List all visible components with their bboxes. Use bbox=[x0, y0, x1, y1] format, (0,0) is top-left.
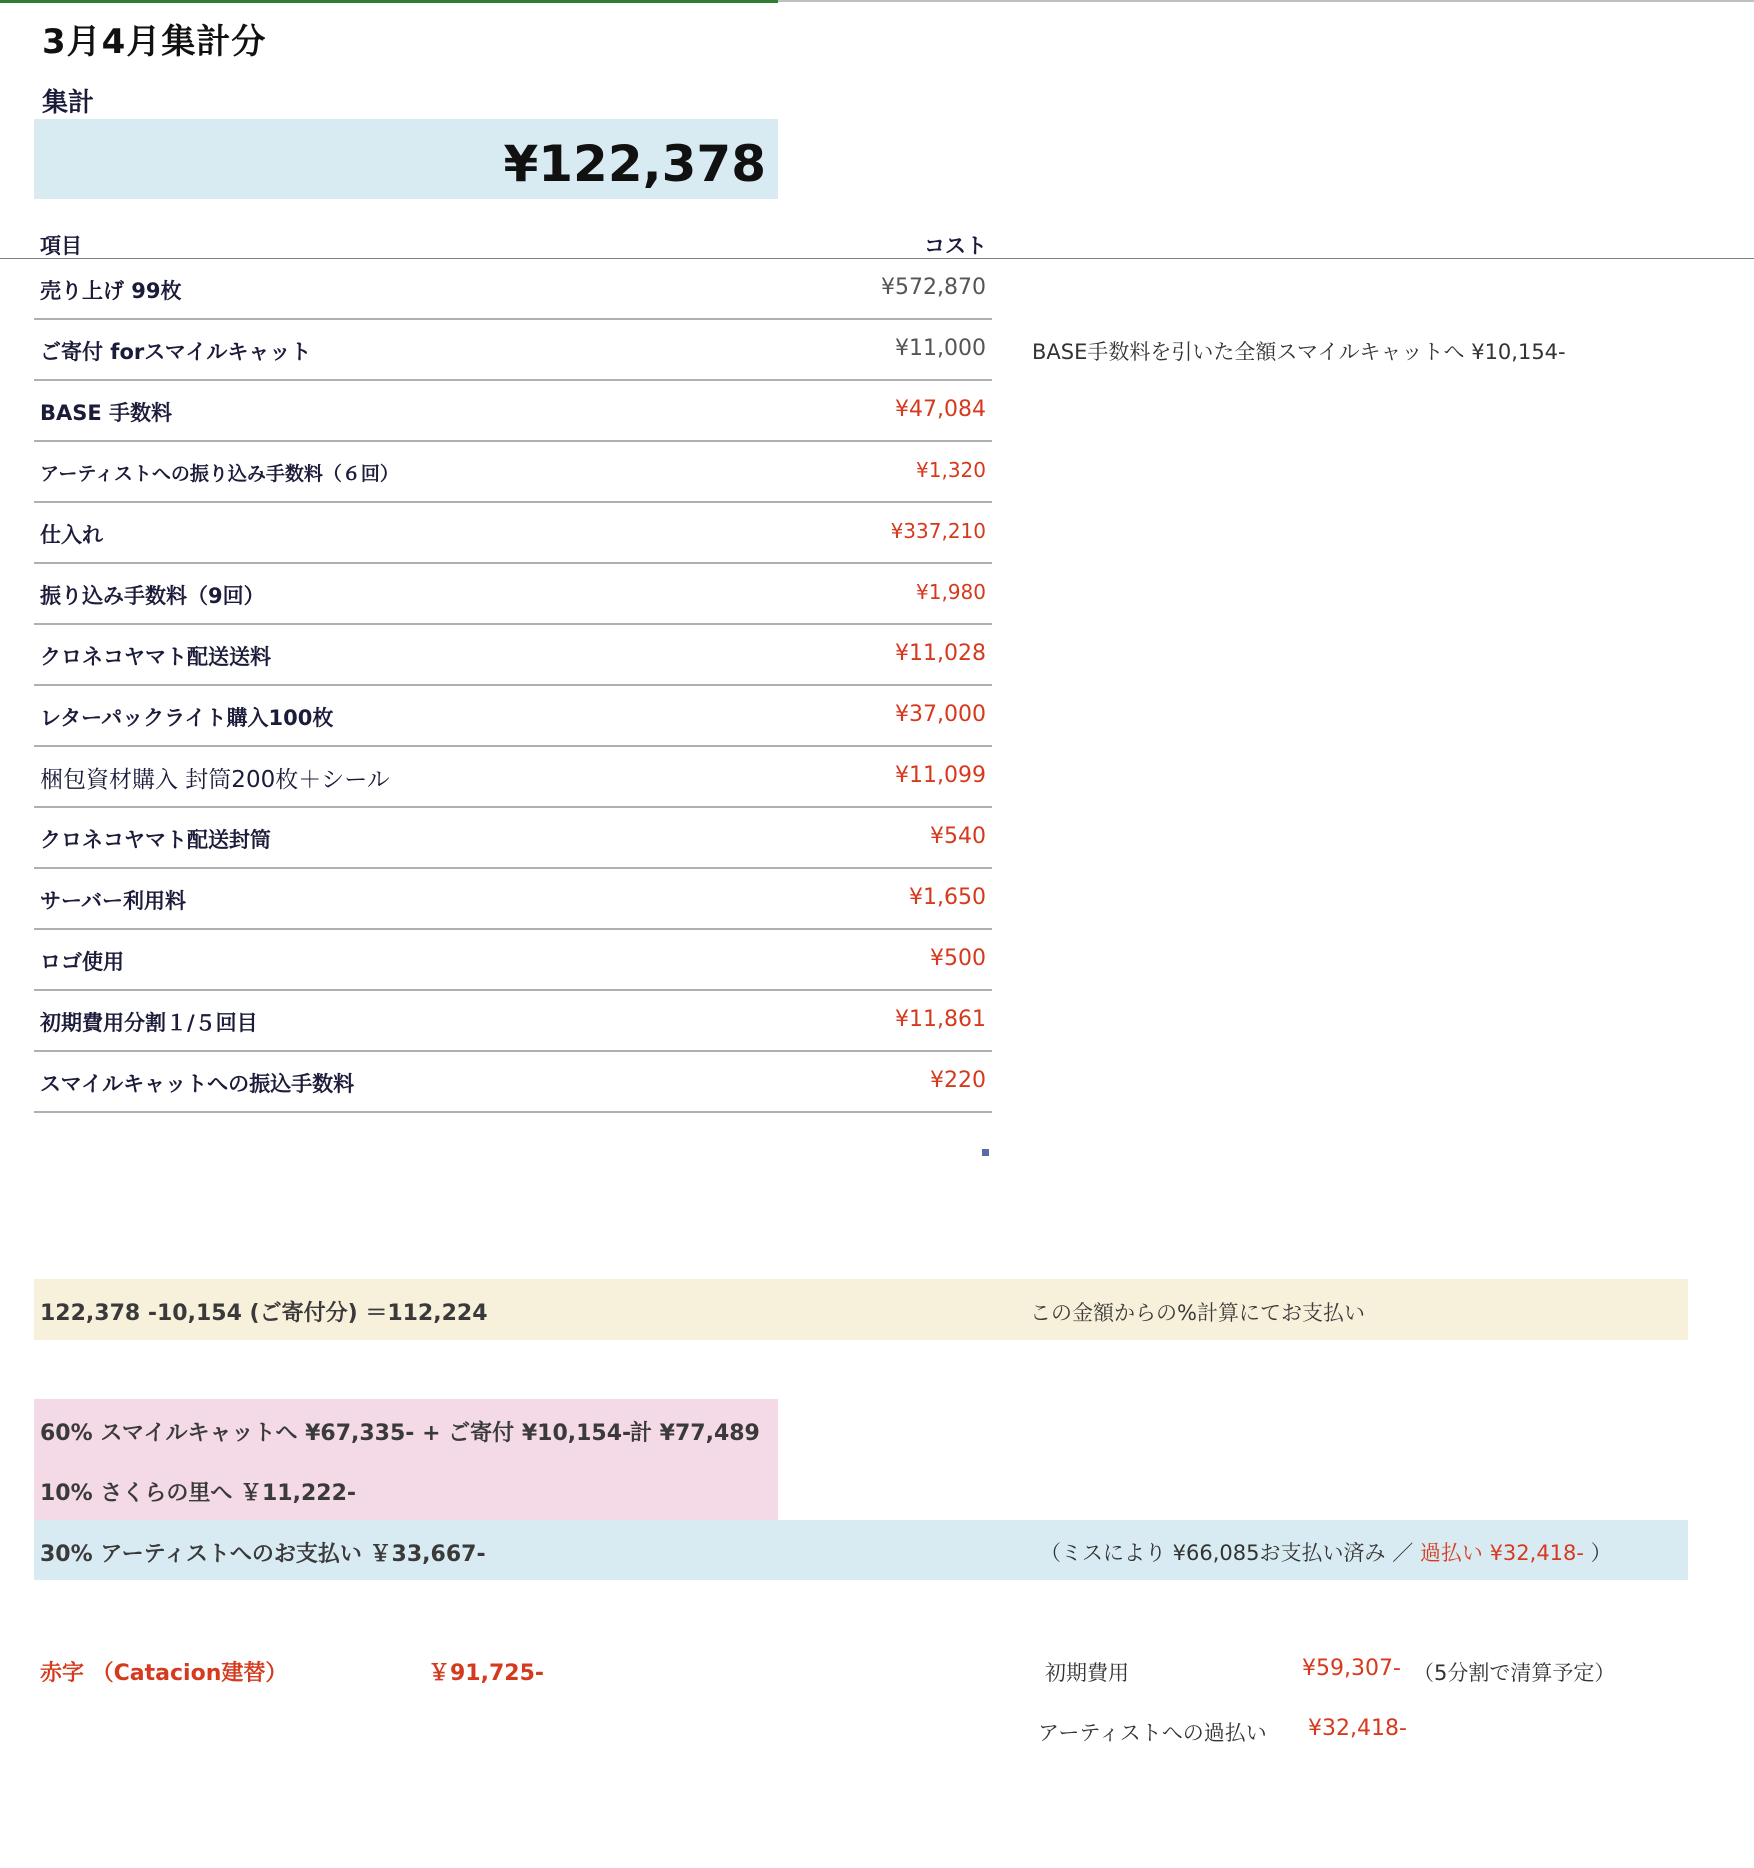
row-label: 梱包資材購入 封筒200枚＋シール bbox=[40, 767, 390, 793]
column-header-item: 項目 bbox=[40, 234, 82, 258]
initial-cost-label: 初期費用 bbox=[1045, 1661, 1129, 1685]
table-row bbox=[34, 686, 992, 747]
row-label: クロネコヤマト配送送料 bbox=[40, 645, 271, 669]
cost-table bbox=[34, 259, 992, 1113]
table-row bbox=[34, 259, 992, 320]
row-value: ¥500 bbox=[930, 946, 986, 971]
distribution-line-2: 10% さくらの里へ ￥11,222- bbox=[40, 1481, 357, 1506]
row-label: サーバー利用料 bbox=[40, 889, 186, 913]
distribution-line-1: 60% スマイルキャットへ ¥67,335- + ご寄付 ¥10,154- bbox=[40, 1421, 632, 1446]
calc-note: この金額からの%計算にてお支払い bbox=[1030, 1301, 1365, 1325]
row-value: ¥220 bbox=[930, 1068, 986, 1093]
row-value: ¥1,980 bbox=[916, 580, 986, 604]
calc-formula: 122,378 -10,154 (ご寄付分) ＝112,224 bbox=[40, 1301, 488, 1326]
row-value: ¥540 bbox=[930, 824, 986, 849]
distribution-line-1-total: 計 ¥77,489 bbox=[630, 1421, 760, 1446]
total-box bbox=[34, 119, 778, 199]
total-value: ¥122,378 bbox=[503, 135, 766, 193]
row-value: ¥337,210 bbox=[890, 519, 986, 543]
row-label: アーティストへの振り込み手数料（６回） bbox=[40, 463, 399, 485]
table-row bbox=[34, 442, 992, 503]
header-accent-line bbox=[0, 0, 778, 3]
distribution-line-3: 30% アーティストへのお支払い ￥33,667- bbox=[40, 1542, 486, 1567]
row-label: ロゴ使用 bbox=[40, 950, 124, 974]
overpayment-note-suffix: ） bbox=[1590, 1541, 1612, 1565]
header-divider bbox=[778, 0, 1754, 2]
row-value: ¥11,861 bbox=[895, 1007, 986, 1032]
row-label: ご寄付 forスマイルキャット bbox=[40, 340, 312, 364]
table-row bbox=[34, 625, 992, 686]
table-row bbox=[34, 381, 992, 442]
row-label: BASE 手数料 bbox=[40, 401, 173, 425]
row-label: クロネコヤマト配送封筒 bbox=[40, 828, 271, 852]
row-value: ¥1,650 bbox=[909, 885, 986, 910]
cell-resize-handle[interactable] bbox=[982, 1149, 989, 1156]
row-label: レターパックライト購入100枚 bbox=[40, 706, 334, 730]
row-value: ¥11,099 bbox=[895, 763, 986, 788]
table-row bbox=[34, 1052, 992, 1113]
initial-cost-value: ¥59,307- bbox=[1302, 1656, 1401, 1681]
table-row bbox=[34, 747, 992, 808]
row-value: ¥11,000 bbox=[895, 336, 986, 361]
table-row bbox=[34, 320, 992, 381]
overpayment-note bbox=[1040, 1537, 1612, 1567]
artist-overpay-value: ¥32,418- bbox=[1308, 1716, 1407, 1741]
table-row bbox=[34, 808, 992, 869]
deficit-value: ￥91,725- bbox=[428, 1661, 545, 1686]
row-label: スマイルキャットへの振込手数料 bbox=[40, 1072, 355, 1096]
artist-overpay-label: アーティストへの過払い bbox=[1038, 1721, 1267, 1745]
overpayment-note-amount: 過払い ¥32,418- bbox=[1419, 1541, 1584, 1565]
overpayment-note-prefix: （ミスにより ¥66,085お支払い済み ／ bbox=[1040, 1541, 1414, 1565]
table-row bbox=[34, 869, 992, 930]
table-row bbox=[34, 930, 992, 991]
table-row bbox=[34, 503, 992, 564]
row-label: 振り込み手数料（9回） bbox=[40, 584, 265, 608]
initial-cost-note: （5分割で清算予定） bbox=[1413, 1661, 1616, 1685]
column-header-cost: コスト bbox=[924, 234, 987, 258]
donation-note: BASE手数料を引いた全額スマイルキャットへ ¥10,154- bbox=[1032, 340, 1566, 364]
table-row bbox=[34, 991, 992, 1052]
row-value: ¥572,870 bbox=[881, 275, 986, 300]
total-label: 集計 bbox=[42, 88, 95, 118]
row-value: ¥1,320 bbox=[916, 458, 986, 482]
row-value: ¥11,028 bbox=[895, 641, 986, 666]
row-label: 売り上げ 99枚 bbox=[40, 279, 182, 303]
row-label: 初期費用分割１/５回目 bbox=[40, 1011, 258, 1035]
row-value: ¥47,084 bbox=[895, 397, 986, 422]
table-row bbox=[34, 564, 992, 625]
page-title: 3月4月集計分 bbox=[42, 22, 267, 62]
row-value: ¥37,000 bbox=[895, 702, 986, 727]
deficit-label: 赤字 （Catacion建替） bbox=[40, 1661, 288, 1686]
row-label: 仕入れ bbox=[40, 523, 103, 547]
